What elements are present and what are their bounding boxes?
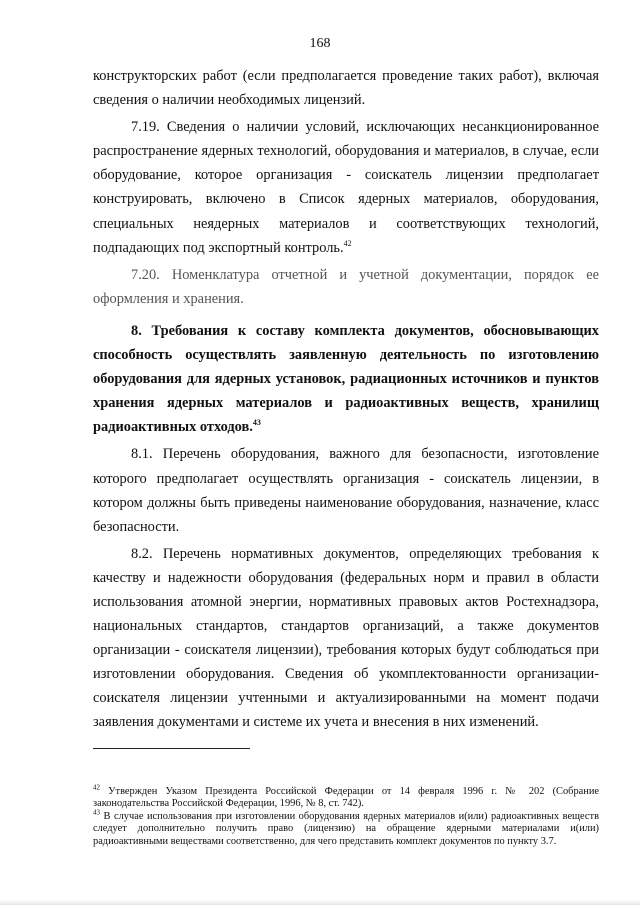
main-text xyxy=(93,64,599,735)
page-number: 168 xyxy=(309,36,331,51)
section-8-heading: 8. Требования к составу комплекта документов, обосновывающих способность осуществлять заявленную деятельность по изготовлению оборудования для ядерных установок, радиационных источников и пунктов хранения ядерных материалов и радиоактивных веществ, хранилищ радиоактивных отходов.$^{43}$ xyxy=(93,322,599,436)
footnote-ref-42[interactable]: 42 xyxy=(343,238,352,248)
paragraph-7-20: 7.20. Номенклатура отчетной и учетной документации, порядок ее оформления и хранения. xyxy=(93,266,599,307)
paragraph-8-2: 8.2. Перечень нормативных документов, определяющих требования к качеству и надежности оборудования (федеральных норм и правил в области использования атомной энергии, нормативных правовых актов Ростехнадзора, национальных стандартов, стандартов организаций, а также документов организации - соискателя лицензии), требования которых будут соблюдаться при изготовлении оборудования. Сведения об укомплектованности организации-соискателя лицензии учтенными и актуализированными на момент подачи заявления документами и системе их учета и внесения в них изменений. xyxy=(93,545,599,731)
paragraph-continuation: конструкторских работ (если предполагается проведение таких работ), включая сведения о наличии необходимых лицензий. xyxy=(93,68,599,109)
footnote-43 xyxy=(93,808,599,848)
footnote-ref-43[interactable]: 43 xyxy=(252,418,261,428)
footnote-text: Утвержден Указом Президента Российской Федерации от 14 февраля 1996 г. № 202 (Собрание законодательства Российской Федерации, 1996, № 8, ст. 742). xyxy=(93,786,599,810)
footnote-text: В случае использования при изготовлении оборудования ядерных материалов и(или) радиоактивных веществ следует дополнительно получить право (лицензию) на обращение ядерными материалами и(или) радиоактивными веществами соответственно, для чего представить комплект документов по пункту 3.7. xyxy=(93,810,599,847)
footnotes xyxy=(93,783,599,848)
scan-edge xyxy=(0,900,640,905)
footnote-number: 42 xyxy=(93,783,100,792)
paragraph-8-1: 8.1. Перечень оборудования, важного для безопасности, изготовление которого предполагает осуществлять организация - соискатель лицензии, в котором должны быть приведены наименование оборудования, назначение, класс безопасности. xyxy=(93,446,599,535)
footnote-number: 43 xyxy=(93,808,100,817)
footnote-42 xyxy=(93,783,599,811)
paragraph-7-19: 7.19. Сведения о наличии условий, исключающих несанкционированное распространение ядерных технологий, оборудования и материалов, в случае, если оборудование, которое организация - соискатель лицензии предполагает конструировать, включено в Список ядерных материалов, оборудования, специальных неядерных материалов и соответствующих технологий, подпадающих под экспортный контроль.$^{42}$ xyxy=(93,119,599,256)
footnote-divider xyxy=(93,748,250,749)
